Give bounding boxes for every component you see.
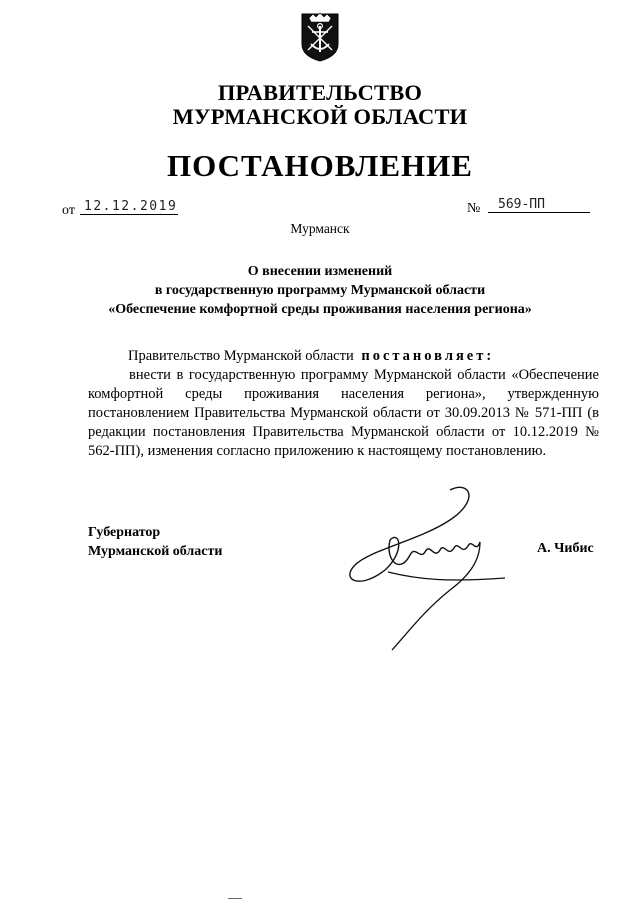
page-divider (228, 898, 242, 899)
government-title-line-1: ПРАВИТЕЛЬСТВО (217, 80, 423, 105)
decree-word: постановляет: (361, 348, 495, 364)
subject-line-3: «Обеспечение комфортной среды проживания населения региона» (108, 302, 532, 317)
subject-line-1: О внесении изменений (247, 264, 393, 279)
signer-title-line-2: Мурманской области (88, 544, 223, 559)
intro-text: Правительство Мурманской области (128, 348, 354, 364)
signer-name: А. Чибис (537, 541, 594, 556)
decree-intro (128, 348, 494, 365)
signer-title-line-1: Губернатор (88, 525, 161, 540)
decree-body (88, 366, 599, 461)
coat-of-arms-icon (300, 10, 340, 62)
number-label: № (467, 201, 481, 216)
document-date: 12.12.2019 (80, 199, 178, 215)
document-type-title: ПОСТАНОВЛЕНИЕ (167, 148, 473, 183)
handwritten-signature-icon (330, 480, 510, 660)
city-name: Мурманск (290, 221, 350, 236)
date-prefix-label: от (62, 203, 75, 218)
document-subject (0, 262, 640, 319)
decree-paragraph: внести в государственную программу Мурманской области «Обеспечение комфортной среды проживания населения региона», утвержденную постановлением Правительства Мурманской области от 30.09.2013 № 571-ПП (в редакции постановления Правительства Мурманской области от 10.12.2019 № 562-ПП), изменения согласно приложению к настоящему постановлению. (88, 367, 599, 459)
subject-line-2: в государственную программу Мурманской области (154, 283, 486, 298)
signer-title (88, 523, 222, 561)
government-title-line-2: МУРМАНСКОЙ ОБЛАСТИ (172, 104, 468, 129)
document-number: 569-ПП (488, 197, 590, 213)
